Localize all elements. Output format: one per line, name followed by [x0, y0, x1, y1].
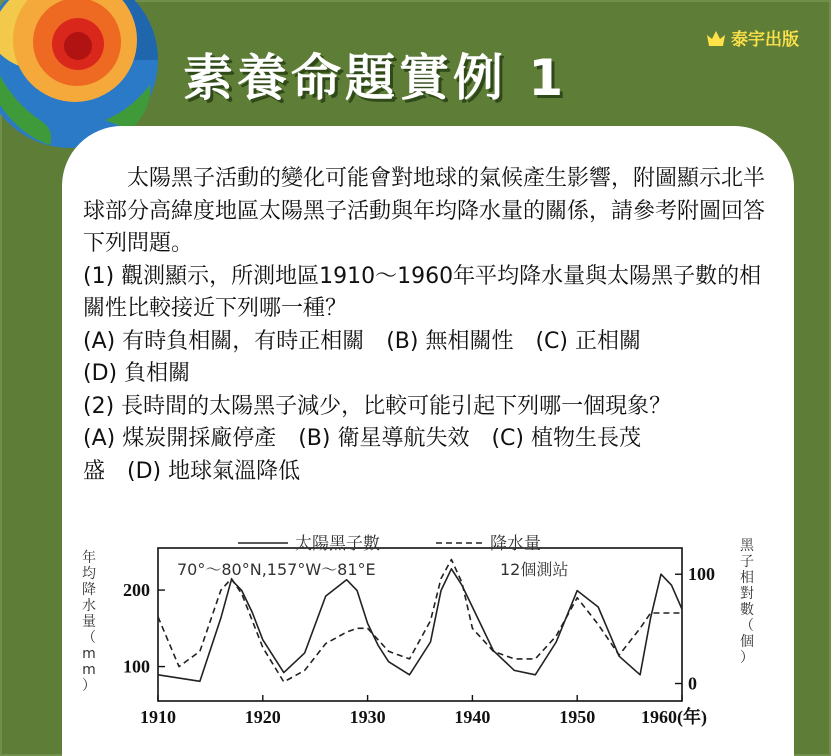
sunspot-precipitation-chart: [70, 520, 782, 752]
left-axis-label-char: m: [82, 646, 96, 662]
right-axis-label-char: 個: [740, 634, 754, 650]
right-tick-label: 100: [688, 564, 715, 585]
left-axis-label-char: （: [82, 630, 96, 646]
question-1-options-cont: (D) 負相關: [83, 361, 191, 386]
question-2-options-cont: 盛 (D) 地球氣溫降低: [83, 458, 301, 484]
left-tick-label: 100: [123, 656, 150, 677]
x-tick-label: 1920: [244, 707, 281, 727]
right-tick-label: 0: [688, 673, 697, 694]
legend-precipitation-note: 12個測站: [500, 560, 569, 579]
x-tick-label: 1910: [140, 707, 176, 727]
legend-sunspot-note: 70°～80°N,157°W～81°E: [177, 560, 376, 579]
left-axis-label-char: 均: [82, 566, 96, 582]
right-axis-label-char: 對: [740, 586, 754, 602]
x-tick-label: 1940: [454, 707, 491, 727]
right-axis-label-char: 子: [740, 554, 754, 570]
left-axis-label-char: m: [82, 662, 96, 678]
question-text: [83, 163, 783, 488]
right-axis-label-char: （: [740, 618, 754, 634]
question-2-options: (A) 煤炭開採廠停產 (B) 衛星導航失效 (C) 植物生長茂: [83, 426, 641, 451]
left-axis-label-char: 降: [82, 582, 96, 598]
right-axis-label-char: 相: [740, 570, 754, 586]
crown-icon: [705, 27, 727, 49]
right-axis-label-char: 數: [740, 602, 754, 618]
question-1: (1) 觀測顯示，所測地區1910～1960年平均降水量與太陽黑子數的相關性比較接近下列哪一種？: [83, 263, 762, 321]
left-axis-label-char: 量: [82, 614, 96, 630]
question-intro: 太陽黑子活動的變化可能會對地球的氣候產生影響，附圖顯示北半球部分高緯度地區太陽黑子活動與年均降水量的關係，請參考附圖回答下列問題。: [83, 166, 766, 256]
left-axis-label-char: ）: [82, 678, 96, 694]
publisher-name: 泰宇出版: [731, 30, 799, 50]
right-axis-label-char: 黑: [740, 538, 754, 554]
sunspot-series-line: [158, 569, 682, 682]
slide-title: 素養命題實例 1: [183, 49, 568, 107]
left-axis-label-char: 年: [82, 550, 96, 566]
question-1-options: (A) 有時負相關，有時正相關 (B) 無相關性 (C) 正相關: [83, 328, 641, 354]
x-tick-label: 1960(年): [641, 707, 707, 727]
x-tick-label: 1930: [349, 707, 386, 727]
right-axis-label-char: ）: [740, 650, 754, 666]
x-tick-label: 1950: [559, 707, 596, 727]
publisher-logo: [705, 25, 799, 50]
left-tick-label: 200: [123, 580, 150, 601]
left-axis-label-char: 水: [82, 598, 96, 614]
legend-precipitation-label: 降水量: [490, 534, 541, 554]
question-2: (2) 長時間的太陽黑子減少，比較可能引起下列哪一個現象？: [83, 393, 672, 419]
legend-sunspot-label: 太陽黑子數: [295, 534, 380, 554]
